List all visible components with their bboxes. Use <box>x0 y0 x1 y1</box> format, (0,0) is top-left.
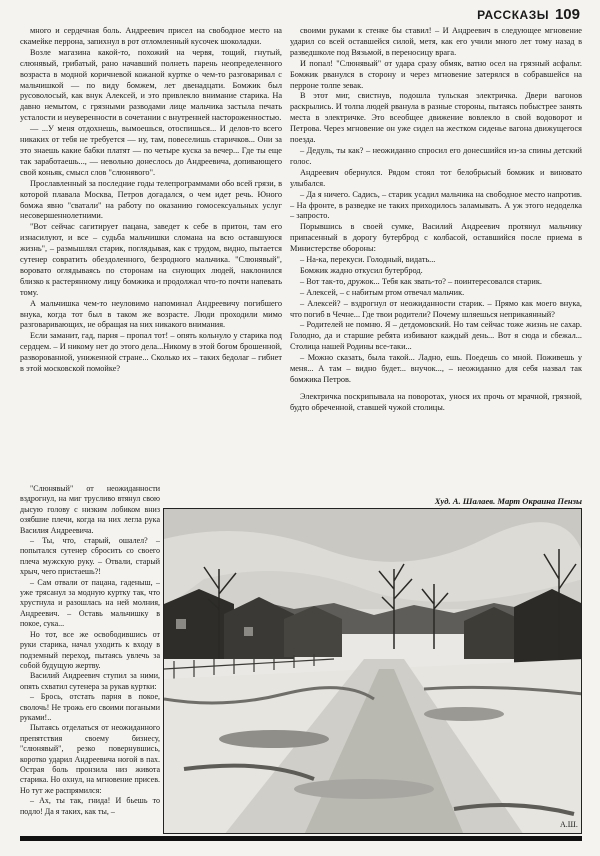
window <box>176 619 186 629</box>
paragraph: "Слюнявый" от неожиданности вздрогнул, на миг трусливо втянул свою дысую голову с низким лобиком вниз озябшие плечи, когда на них легла рука Василия Андреевича. <box>20 484 160 535</box>
paragraph: – Вот так-то, дружок... Тебя как звать-то? – поинтересовался старик. <box>300 276 542 286</box>
paragraph: "Вот сейчас сагитирует пацана, заведет к себе в притон, там его изнасилуют, и все – судьба мальчишки сломана на всю оставшуюся жизнь", – размышлял старик, поглядывая, как с трудом, видно, пытается сутенер совратить обездоленного, безродного мальчика. "Слюнявый", воровато оглядываясь по сторонам на снующих людей, наклонился близко к растерянному лицу бомжика и продолжал что-то почти напевать тому. <box>20 222 282 297</box>
puddle <box>219 730 329 748</box>
paragraph: – Алексей, – с набитым ртом отвечал мальчик. <box>300 287 465 297</box>
paragraph: – Брось, отстать парня в покое, сволочь! Не трожь его своими погаными руками!.. <box>20 692 160 722</box>
right-column <box>290 26 582 456</box>
painting-illustration <box>163 508 582 834</box>
paragraph: – Ах, ты так, гнида! И бьешь то подло! Да я таких, как ты, – <box>20 796 160 816</box>
paragraph: Василий Андреевич ступил за ними, опять схватил сутенера за рукав куртки: <box>20 671 160 691</box>
paragraph: – Можно сказать, была такой... Ладно, ешь. Поедешь со мной. Поживешь у меня... А там – видно будет... внучок..., – неожиданно для себя назвал так бомжика Петров. <box>290 353 582 384</box>
page-header <box>300 6 580 24</box>
paragraph: Прославленный за последние годы телепрограммами обо всей грязи, в которой плавала Москва, Петров догадался, о чем идет речь. Юного бомжа явно "сватали" на работу по оказанию гомосексуальных услуг несовершеннолетними. <box>20 178 282 221</box>
painting-caption: Худ. А. Шалаев. Март Окраина Пензы <box>434 496 582 506</box>
paragraph: — ...У меня отдохнешь, вымоешься, отоспишься... И делов-то всего никаких от тебя не требуется — ну, там, повеселишь старичков... Они за это знаешь какие бабки платят — по четыре куска за вечер... Где ты еще так заработаешь..., — невольно донеслось до Андреевича, допивающего свой коньяк, смысл слов "слюнявого". <box>20 124 282 177</box>
puddle <box>294 779 434 799</box>
paragraph: Но тот, все же освободившись от руки старика, начал уходить к входу в подземный переход, пытаясь увлечь за собой будущую жертву. <box>20 629 160 670</box>
page-number: 109 <box>554 6 580 23</box>
paragraph: много и сердечная боль. Андреевич присел на свободное место на скамейке перрона, запихнул в рот отломленный кусочек шоколадки. <box>20 26 282 46</box>
paragraph: – Алексей? – вздрогнул от неожиданности старик. – Прямо как моего внука, что погиб в Чечне... Где твои родители? Почему шляешься неприкаянный? <box>290 298 582 319</box>
painting-village-road <box>164 509 582 834</box>
left-column <box>20 26 282 481</box>
puddle <box>424 707 504 721</box>
paragraph: Пытаясь отделаться от неожиданного препятствия своему бизнесу, "слюнявый", резко повернувшись, коротко ударил Андреевича ногой в пах. Острая боль пронзила низ живота старика. Но охнул, на мгновение присев. Но тут же распрямился: <box>20 723 160 795</box>
paragraph: Бомжик жадно откусил бутерброд. <box>300 265 423 275</box>
paragraph: – Родителей не помню. Я – детдомовский. Но там сейчас тоже жизнь не сахар. Голодно, да и старшие ребята избивают каждый день... Вот я сюда и сбежал... Столица нашей Родины все-таки... <box>290 320 582 352</box>
paragraph: Порывшись в своей сумке, Василий Андреевич протянул мальчику припасенный в дорогу бутерброд с колбасой, оставшийся после приема в Министерстве обороны: <box>290 222 582 254</box>
paragraph: И попал! "Слюнявый" от удара сразу обмяк, ватно осел на грязный асфальт. Бомжик рванулся в сторону и через мгновение затерялся в собравшейся на перроне толпе зевак. <box>290 58 582 90</box>
paragraph: – Ты, что, старый, ошалел? – попытался сутенер сбросить со своего плеча мужскую руку. – Отвали, старый хрыч, чего пристаешь?! <box>20 536 160 577</box>
paragraph: – Сам отвали от пацана, гаденыш, – уже трясанул за модную куртку так, что хрустнула и разошлась на ней молния, Андреевич. – Оставь мальчишку в покое, сука... <box>20 577 160 629</box>
paragraph: Возле магазина какой-то, похожий на червя, тощий, гнутый, слюнявый, грибатый, рано начавший полнеть парень неопределенного возраста в модной коричневой кожаной куртке о чем-то разговаривал с мальчишкой — по виду бомжем, лет двенадцати. Бомжик был русоволосый, как внук Алексей, и это привлекло внимание старика. На давно немытом, с грязными разводами лице мальчика застыла печать усталости и неуверенности в сочетании с внутренней настороженностью. <box>20 47 282 123</box>
paragraph: своими руками к стенке бы ставил! – И Андреевич в следующее мгновение ударил со всей оставшейся силой, метя, как его учили много лет тому назад в разведшколе под Вязьмой, в переносицу врага. <box>290 26 582 57</box>
window <box>244 627 253 636</box>
paragraph: В этот миг, свистнув, подошла тульская электричка. Двери вагонов раскрылись. И толпа людей рванула в разные стороны, пытаясь побыстрее занять места в электричке. Это всеобщее движение вовлекло в свой водоворот и Петрова. Через мгновение он уже сидел на жестком сиденье вагона движущегося поезда. <box>290 91 582 145</box>
painting-signature: А.Ш. <box>560 820 578 829</box>
paragraph: – Дедуль, ты как? – неожиданно спросил его донесшийся из-за спины детский голос. <box>290 145 582 166</box>
house-left-1 <box>164 589 234 659</box>
lower-left-column <box>20 484 160 830</box>
paragraph: – На-ка, перекуси. Голодный, видать... <box>300 255 436 265</box>
section-label: РАССКАЗЫ <box>477 8 549 22</box>
paragraph: – Да я ничего. Садись, – старик усадил мальчика на свободное место напротив. – На фронте, в разведке не таких приходилось заламывать. А уж этого недоделка – запросто. <box>290 189 582 221</box>
bottom-rule <box>20 836 582 841</box>
paragraph: Электричка поскрипывала на поворотах, унося их прочь от мрачной, грязной, будто обреченной, ставшей чужой столицы. <box>290 391 582 412</box>
paragraph: Если заманит, гад, парня – пропал тот! – опять кольнуло у старика под сердцем. – И никому нет до этого дела...Никому в этой богом брошенной, разворованной, униженной стране... Сколько их – таких бедолаг – гибнет в этой московской помойке? <box>20 331 282 374</box>
paragraph: Андреевич обернулся. Рядом стоял тот белобрысый бомжик и виновато улыбался. <box>290 167 582 188</box>
paragraph: А мальчишка чем-то неуловимо напоминал Андреевичу погибшего внука, когда тот был в таком же возрасте. Люди проходили мимо разговаривающих, не обращая на них никакого внимания. <box>20 298 282 330</box>
